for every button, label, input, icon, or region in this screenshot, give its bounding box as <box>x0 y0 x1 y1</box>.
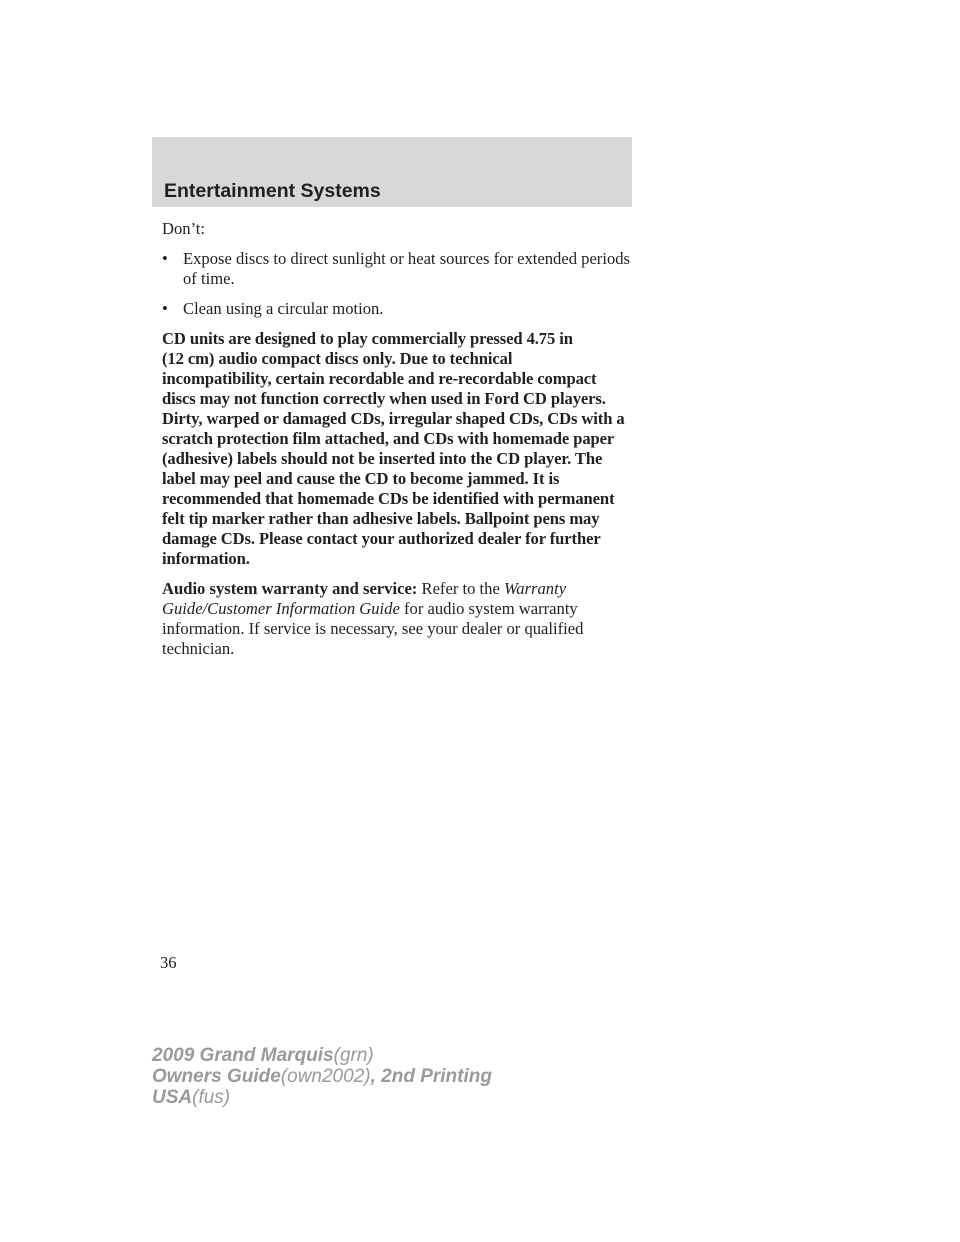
footer-line <box>152 1066 492 1087</box>
cd-notice-line: incompatibility, certain recordable and re-recordable compact <box>162 369 597 388</box>
page-number: 36 <box>160 953 177 972</box>
warranty-line <box>162 599 627 619</box>
warranty-text: Refer to the <box>421 579 500 598</box>
cd-notice-line: damage CDs. Please contact your authorized dealer for further <box>162 529 601 548</box>
cd-notice-line: CD units are designed to play commercially pressed 4.75 in <box>162 329 573 348</box>
warranty-line: information. If service is necessary, see your dealer or qualified <box>162 619 584 638</box>
cd-notice-line: felt tip marker rather than adhesive labels. Ballpoint pens may <box>162 509 600 528</box>
footer-line <box>152 1087 492 1108</box>
section-title: Entertainment Systems <box>164 180 381 202</box>
cd-notice-line: (adhesive) labels should not be inserted into the CD player. The <box>162 449 603 468</box>
footer-code: (grn) <box>333 1045 374 1066</box>
section-header <box>152 137 632 207</box>
cd-notice-line: discs may not function correctly when used in Ford CD players. <box>162 389 606 408</box>
cd-notice-line: (12 cm) audio compact discs only. Due to technical <box>162 349 513 368</box>
warranty-line: technician. <box>162 639 235 658</box>
bullet-item <box>162 299 627 319</box>
footer-code: (fus) <box>192 1087 231 1108</box>
cd-notice-line: information. <box>162 549 250 568</box>
bullet-icon: • <box>162 249 168 268</box>
bullet-icon: • <box>162 299 168 318</box>
bullet-text-line: Expose discs to direct sunlight or heat sources for extended periods <box>183 249 630 268</box>
cd-notice-line: Dirty, warped or damaged CDs, irregular shaped CDs, CDs with a <box>162 409 625 428</box>
cd-notice-line: recommended that homemade CDs be identified with permanent <box>162 489 615 508</box>
bullet-text-line: Clean using a circular motion. <box>183 299 384 318</box>
donts-label: Don’t: <box>162 219 206 238</box>
footer-model: 2009 Grand Marquis <box>152 1045 334 1066</box>
warranty-line <box>162 579 627 599</box>
bullet-item <box>162 249 630 289</box>
footer-guide: Owners Guide <box>152 1066 281 1087</box>
footer-line <box>152 1045 492 1066</box>
footer-printing: , 2nd Printing <box>370 1066 492 1087</box>
print-footer <box>152 1045 492 1108</box>
body-text <box>162 219 630 669</box>
cd-notice-line: scratch protection film attached, and CDs with homemade paper <box>162 429 615 448</box>
warranty-lead: Audio system warranty and service: <box>162 579 418 598</box>
warranty-guide-title: Guide/Customer Information Guide <box>162 599 400 618</box>
footer-market: USA <box>152 1087 193 1108</box>
bullet-text-line: of time. <box>183 269 235 288</box>
warranty-guide-title: Warranty <box>503 579 567 598</box>
warranty-text: for audio system warranty <box>404 599 578 618</box>
warranty-paragraph <box>162 579 627 659</box>
cd-notice-line: label may peel and cause the CD to become jammed. It is <box>162 469 560 488</box>
footer-code: (own2002) <box>280 1066 371 1087</box>
cd-notice <box>162 329 627 569</box>
